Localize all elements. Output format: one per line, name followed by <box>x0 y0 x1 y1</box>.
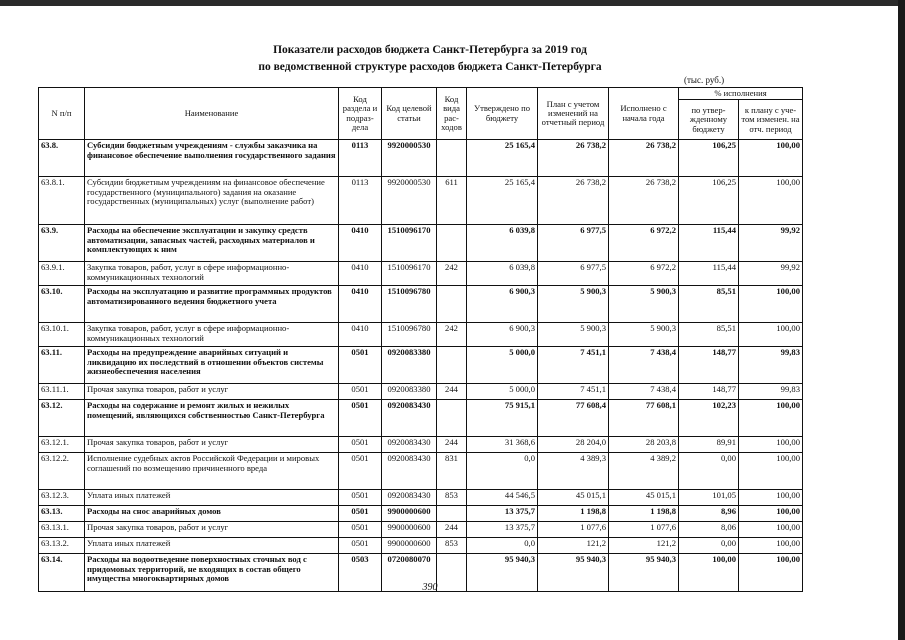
cell-pct-plan: 100,00 <box>739 506 803 522</box>
cell-num: 63.12. <box>39 400 85 437</box>
cell-section: 0501 <box>339 400 382 437</box>
header-approved: Утверждено по бюджету <box>467 88 538 140</box>
cell-approved: 6 039,8 <box>467 262 538 286</box>
table-row <box>39 522 803 538</box>
header-pct-plan: к плану с уче-том изменен. на отч. период <box>739 100 803 140</box>
cell-pct-plan: 99,92 <box>739 225 803 262</box>
cell-plan: 5 900,3 <box>538 323 609 347</box>
cell-pct-approved: 106,25 <box>679 177 739 225</box>
cell-section: 0503 <box>339 554 382 592</box>
cell-kind <box>437 506 467 522</box>
cell-num: 63.9.1. <box>39 262 85 286</box>
cell-section: 0410 <box>339 225 382 262</box>
header-plan: План с учетом изменений на отчетный период <box>538 88 609 140</box>
cell-target: 0920083430 <box>382 453 437 490</box>
cell-pct-plan: 100,00 <box>739 140 803 177</box>
title-line-1: Показатели расходов бюджета Санкт-Петербурга за 2019 год <box>273 44 587 56</box>
cell-plan: 26 738,2 <box>538 140 609 177</box>
title-line-2: по ведомственной структуре расходов бюджета Санкт-Петербурга <box>258 61 602 73</box>
cell-section: 0501 <box>339 437 382 453</box>
cell-target: 9920000530 <box>382 140 437 177</box>
cell-name: Уплата иных платежей <box>85 490 339 506</box>
cell-approved: 95 940,3 <box>467 554 538 592</box>
cell-executed: 1 198,8 <box>609 506 679 522</box>
cell-kind: 853 <box>437 490 467 506</box>
cell-section: 0410 <box>339 286 382 323</box>
cell-target: 0920083430 <box>382 490 437 506</box>
cell-pct-approved: 148,77 <box>679 384 739 400</box>
table-row <box>39 490 803 506</box>
cell-section: 0501 <box>339 490 382 506</box>
cell-name: Расходы на эксплуатацию и развитие программных продуктов автоматизированного ведения бюджетного учета <box>85 286 339 323</box>
cell-executed: 45 015,1 <box>609 490 679 506</box>
cell-pct-plan: 100,00 <box>739 437 803 453</box>
cell-plan: 26 738,2 <box>538 177 609 225</box>
table-row <box>39 323 803 347</box>
cell-executed: 26 738,2 <box>609 140 679 177</box>
table-body <box>39 140 803 592</box>
cell-pct-approved: 0,00 <box>679 453 739 490</box>
cell-executed: 1 077,6 <box>609 522 679 538</box>
cell-pct-plan: 100,00 <box>739 453 803 490</box>
cell-pct-approved: 8,96 <box>679 506 739 522</box>
cell-kind: 242 <box>437 323 467 347</box>
cell-kind: 244 <box>437 522 467 538</box>
cell-pct-plan: 99,92 <box>739 262 803 286</box>
cell-pct-approved: 0,00 <box>679 538 739 554</box>
cell-plan: 6 977,5 <box>538 225 609 262</box>
header-target: Код целевой статьи <box>382 88 437 140</box>
table-row <box>39 347 803 384</box>
cell-target: 9900000600 <box>382 538 437 554</box>
cell-kind <box>437 225 467 262</box>
cell-section: 0113 <box>339 177 382 225</box>
cell-pct-plan: 100,00 <box>739 323 803 347</box>
cell-plan: 1 077,6 <box>538 522 609 538</box>
cell-section: 0501 <box>339 522 382 538</box>
cell-section: 0501 <box>339 538 382 554</box>
cell-plan: 4 389,3 <box>538 453 609 490</box>
cell-name: Исполнение судебных актов Российской Федерации и мировых соглашений по возмещению причиненного вреда <box>85 453 339 490</box>
cell-target: 9900000600 <box>382 522 437 538</box>
cell-name: Расходы на содержание и ремонт жилых и нежилых помещений, являющихся собственностью Санкт-Петербурга <box>85 400 339 437</box>
cell-target: 0920083430 <box>382 400 437 437</box>
table-row <box>39 538 803 554</box>
cell-pct-approved: 115,44 <box>679 225 739 262</box>
cell-num: 63.9. <box>39 225 85 262</box>
cell-pct-approved: 101,05 <box>679 490 739 506</box>
cell-plan: 77 608,4 <box>538 400 609 437</box>
cell-pct-plan: 100,00 <box>739 522 803 538</box>
cell-executed: 4 389,2 <box>609 453 679 490</box>
cell-executed: 5 900,3 <box>609 286 679 323</box>
cell-pct-plan: 100,00 <box>739 490 803 506</box>
table-row <box>39 437 803 453</box>
cell-kind <box>437 140 467 177</box>
cell-target: 1510096170 <box>382 225 437 262</box>
cell-plan: 1 198,8 <box>538 506 609 522</box>
cell-kind: 853 <box>437 538 467 554</box>
cell-executed: 6 972,2 <box>609 225 679 262</box>
cell-kind: 244 <box>437 384 467 400</box>
cell-name: Уплата иных платежей <box>85 538 339 554</box>
cell-pct-approved: 89,91 <box>679 437 739 453</box>
header-percent-group: % исполнения <box>679 88 803 100</box>
cell-name: Субсидии бюджетным учреждениям - службы заказчика на финансовое обеспечение выполнения государственного задания <box>85 140 339 177</box>
cell-kind: 242 <box>437 262 467 286</box>
cell-executed: 7 438,4 <box>609 384 679 400</box>
cell-pct-plan: 100,00 <box>739 286 803 323</box>
cell-section: 0410 <box>339 323 382 347</box>
cell-kind <box>437 347 467 384</box>
cell-pct-approved: 8,06 <box>679 522 739 538</box>
header-executed: Исполнено с начала года <box>609 88 679 140</box>
cell-pct-approved: 102,23 <box>679 400 739 437</box>
cell-name: Расходы на предупреждение аварийных ситуаций и ликвидацию их последствий в отношении объектов системы жизнеобеспечения населения <box>85 347 339 384</box>
cell-section: 0410 <box>339 262 382 286</box>
cell-name: Закупка товаров, работ, услуг в сфере информационно-коммуникационных технологий <box>85 262 339 286</box>
cell-approved: 6 900,3 <box>467 286 538 323</box>
cell-name: Закупка товаров, работ, услуг в сфере информационно-коммуникационных технологий <box>85 323 339 347</box>
cell-pct-plan: 100,00 <box>739 400 803 437</box>
cell-kind: 611 <box>437 177 467 225</box>
cell-executed: 26 738,2 <box>609 177 679 225</box>
cell-executed: 77 608,1 <box>609 400 679 437</box>
header-name: Наименование <box>85 88 339 140</box>
cell-num: 63.10. <box>39 286 85 323</box>
table-row <box>39 225 803 262</box>
cell-plan: 45 015,1 <box>538 490 609 506</box>
table-row <box>39 177 803 225</box>
table-row <box>39 506 803 522</box>
cell-name: Прочая закупка товаров, работ и услуг <box>85 522 339 538</box>
cell-section: 0113 <box>339 140 382 177</box>
table-row <box>39 286 803 323</box>
cell-target: 1510096780 <box>382 323 437 347</box>
cell-pct-plan: 100,00 <box>739 554 803 592</box>
cell-approved: 31 368,6 <box>467 437 538 453</box>
cell-approved: 25 165,4 <box>467 140 538 177</box>
table-row <box>39 384 803 400</box>
cell-name: Прочая закупка товаров, работ и услуг <box>85 384 339 400</box>
cell-section: 0501 <box>339 384 382 400</box>
cell-plan: 5 900,3 <box>538 286 609 323</box>
cell-kind <box>437 400 467 437</box>
cell-kind <box>437 286 467 323</box>
header-kind: Код вида рас-ходов <box>437 88 467 140</box>
table-row <box>39 262 803 286</box>
cell-target: 0920083380 <box>382 347 437 384</box>
cell-target: 9900000600 <box>382 506 437 522</box>
cell-name: Прочая закупка товаров, работ и услуг <box>85 437 339 453</box>
cell-pct-approved: 115,44 <box>679 262 739 286</box>
cell-plan: 28 204,0 <box>538 437 609 453</box>
cell-pct-plan: 100,00 <box>739 177 803 225</box>
cell-pct-plan: 99,83 <box>739 347 803 384</box>
scan-edge-top <box>0 0 905 6</box>
cell-name: Расходы на обеспечение эксплуатации и закупку средств автоматизации, запасных частей, расходных материалов и комплектующих к ним <box>85 225 339 262</box>
cell-name: Расходы на водоотведение поверхностных сточных вод с придомовых территорий, не входящих в состав общего имущества многоквартирных домов <box>85 554 339 592</box>
budget-table <box>38 87 803 592</box>
cell-num: 63.12.1. <box>39 437 85 453</box>
header-num: N п/п <box>39 88 85 140</box>
cell-approved: 13 375,7 <box>467 506 538 522</box>
cell-executed: 95 940,3 <box>609 554 679 592</box>
cell-target: 0920083380 <box>382 384 437 400</box>
cell-pct-approved: 148,77 <box>679 347 739 384</box>
header-section: Код раздела и подраз-дела <box>339 88 382 140</box>
cell-approved: 75 915,1 <box>467 400 538 437</box>
cell-num: 63.13.1. <box>39 522 85 538</box>
cell-approved: 25 165,4 <box>467 177 538 225</box>
cell-name: Расходы на снос аварийных домов <box>85 506 339 522</box>
cell-target: 1510096170 <box>382 262 437 286</box>
cell-num: 63.11. <box>39 347 85 384</box>
table-header <box>39 88 803 140</box>
cell-kind: 244 <box>437 437 467 453</box>
cell-executed: 5 900,3 <box>609 323 679 347</box>
cell-approved: 13 375,7 <box>467 522 538 538</box>
cell-executed: 6 972,2 <box>609 262 679 286</box>
cell-executed: 121,2 <box>609 538 679 554</box>
cell-kind: 831 <box>437 453 467 490</box>
cell-approved: 6 900,3 <box>467 323 538 347</box>
cell-section: 0501 <box>339 453 382 490</box>
cell-plan: 95 940,3 <box>538 554 609 592</box>
cell-pct-approved: 106,25 <box>679 140 739 177</box>
cell-pct-plan: 99,83 <box>739 384 803 400</box>
cell-target: 1510096780 <box>382 286 437 323</box>
cell-num: 63.12.3. <box>39 490 85 506</box>
cell-target: 0720080070 <box>382 554 437 592</box>
table-row <box>39 453 803 490</box>
cell-approved: 5 000,0 <box>467 384 538 400</box>
cell-plan: 7 451,1 <box>538 347 609 384</box>
cell-num: 63.8. <box>39 140 85 177</box>
cell-approved: 0,0 <box>467 453 538 490</box>
table-row <box>39 140 803 177</box>
cell-name: Субсидии бюджетным учреждениям на финансовое обеспечение государственного (муниципального) задания на оказание государственных (муниципальных) услуг (выполнение работ) <box>85 177 339 225</box>
cell-section: 0501 <box>339 347 382 384</box>
cell-target: 0920083430 <box>382 437 437 453</box>
scan-edge-right <box>898 0 905 640</box>
cell-num: 63.12.2. <box>39 453 85 490</box>
document-title <box>0 42 860 76</box>
cell-approved: 6 039,8 <box>467 225 538 262</box>
table-row <box>39 400 803 437</box>
cell-plan: 6 977,5 <box>538 262 609 286</box>
cell-executed: 28 203,8 <box>609 437 679 453</box>
cell-num: 63.8.1. <box>39 177 85 225</box>
units-label: (тыс. руб.) <box>684 75 725 85</box>
cell-executed: 7 438,4 <box>609 347 679 384</box>
cell-pct-plan: 100,00 <box>739 538 803 554</box>
cell-num: 63.11.1. <box>39 384 85 400</box>
cell-pct-approved: 85,51 <box>679 323 739 347</box>
cell-plan: 7 451,1 <box>538 384 609 400</box>
header-pct-approved: по утвер-жденному бюджету <box>679 100 739 140</box>
cell-pct-approved: 100,00 <box>679 554 739 592</box>
cell-num: 63.10.1. <box>39 323 85 347</box>
page-number: 390 <box>422 582 438 593</box>
cell-approved: 0,0 <box>467 538 538 554</box>
cell-num: 63.13. <box>39 506 85 522</box>
cell-section: 0501 <box>339 506 382 522</box>
cell-pct-approved: 85,51 <box>679 286 739 323</box>
cell-approved: 5 000,0 <box>467 347 538 384</box>
cell-approved: 44 546,5 <box>467 490 538 506</box>
cell-num: 63.14. <box>39 554 85 592</box>
cell-num: 63.13.2. <box>39 538 85 554</box>
cell-target: 9920000530 <box>382 177 437 225</box>
cell-plan: 121,2 <box>538 538 609 554</box>
